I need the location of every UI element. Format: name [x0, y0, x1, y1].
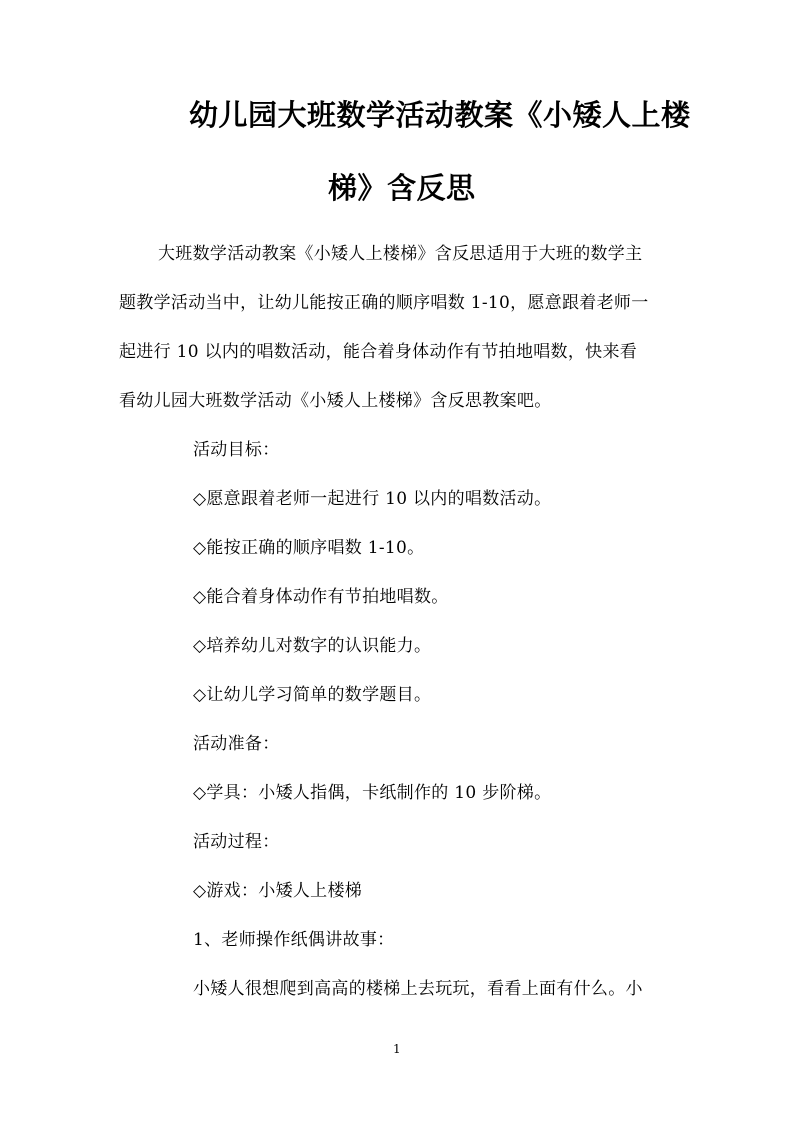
prep-item-1: ◇学具：小矮人指偶，卡纸制作的 10 步阶梯。	[193, 783, 552, 803]
process-step-1: 1、老师操作纸偶讲故事：	[193, 930, 395, 950]
goal-item-2: ◇能按正确的顺序唱数 1-10。	[193, 538, 425, 558]
intro-line-1: 大班数学活动教案《小矮人上楼梯》含反思适用于大班的数学主	[158, 244, 643, 264]
document-title-line-1: 幼儿园大班数学活动教案《小矮人上楼	[189, 98, 691, 132]
goal-item-3: ◇能合着身体动作有节拍地唱数。	[193, 587, 449, 607]
intro-line-4: 看幼儿园大班数学活动《小矮人上楼梯》含反思教案吧。	[119, 391, 552, 411]
intro-line-2: 题教学活动当中，让幼儿能按正确的顺序唱数 1-10，愿意跟着老师一	[119, 293, 649, 313]
page-number: 1	[393, 1042, 401, 1056]
process-heading: 活动过程：	[193, 832, 280, 852]
intro-line-3: 起进行 10 以内的唱数活动，能合着身体动作有节拍地唱数，快来看	[119, 342, 638, 362]
story-paragraph: 小矮人很想爬到高高的楼梯上去玩玩，看看上面有什么。小	[193, 979, 643, 999]
goal-item-5: ◇让幼儿学习简单的数学题目。	[193, 685, 432, 705]
document-title-line-2: 梯》含反思	[328, 171, 476, 205]
goals-heading: 活动目标：	[193, 440, 280, 460]
process-game: ◇游戏：小矮人上楼梯	[193, 881, 363, 901]
goal-item-4: ◇培养幼儿对数字的认识能力。	[193, 636, 432, 656]
goal-item-1: ◇愿意跟着老师一起进行 10 以内的唱数活动。	[193, 489, 552, 509]
prep-heading: 活动准备：	[193, 734, 280, 754]
